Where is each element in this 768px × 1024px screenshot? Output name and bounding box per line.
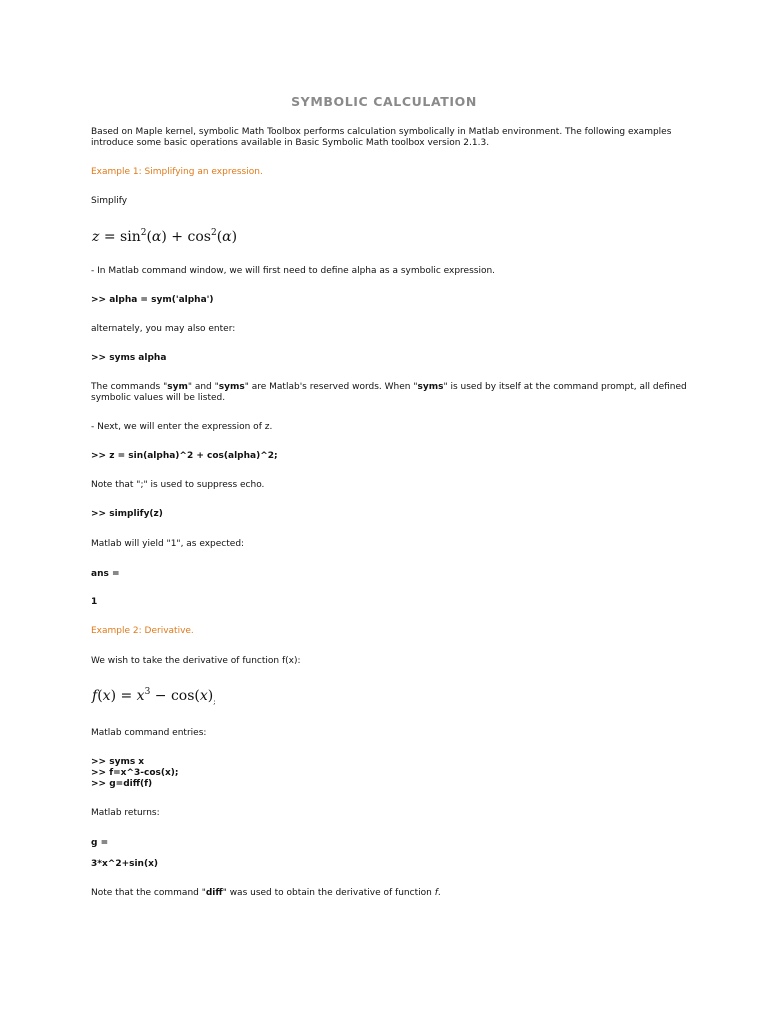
yield-text: Matlab will yield "1", as expected:	[91, 539, 245, 549]
g-label: g =	[91, 838, 109, 848]
diff-note	[91, 888, 441, 899]
command-syms-x: >> syms x	[91, 757, 145, 767]
keyword-diff: diff	[205, 888, 223, 898]
command-simplify: >> simplify(z)	[91, 509, 163, 519]
command-define-f: >> f=x^3-cos(x);	[91, 768, 179, 778]
note-text-a: The commands "	[91, 382, 168, 392]
alternate-text: alternately, you may also enter:	[91, 324, 236, 334]
function-f: f	[434, 888, 438, 898]
reserved-words-note-line-2: symbolic values will be listed.	[91, 393, 226, 403]
note-text-c: " are Matlab's reserved words. When "	[244, 382, 418, 392]
intro-line-1: Based on Maple kernel, symbolic Math Toolbox performs calculation symbolically in Matlab environment. The following examples	[91, 127, 672, 137]
eq-x-3: x	[199, 688, 208, 704]
g-value: 3*x^2+sin(x)	[91, 859, 158, 869]
example-1-heading: Example 1: Simplifying an expression.	[91, 167, 263, 177]
command-syms-alpha: >> syms alpha	[91, 353, 167, 363]
derivative-intro: We wish to take the derivative of function f(x):	[91, 656, 301, 666]
eq-x-1: x	[102, 688, 111, 704]
eq-alpha-1: α	[151, 229, 162, 245]
eq-minus: −	[150, 688, 171, 704]
returns-label: Matlab returns:	[91, 808, 160, 818]
eq-equals: =	[99, 229, 121, 245]
eq-equals-2: =	[116, 688, 137, 704]
equation-z: $z = \sin^2(\alpha) + \cos^2(\alpha)$	[92, 228, 238, 245]
command-z-expression: >> z = sin(alpha)^2 + cos(alpha)^2;	[91, 451, 278, 461]
eq-z: z	[92, 229, 100, 245]
keyword-syms-2: syms	[417, 382, 444, 392]
step-1-text: - In Matlab command window, we will first need to define alpha as a symbolic expression.	[91, 266, 496, 276]
eq-x-exp: 3	[144, 687, 151, 697]
reserved-words-note-line-1	[91, 382, 687, 393]
eq-cos: cos	[187, 229, 211, 245]
keyword-sym: sym	[167, 382, 188, 392]
intro-line-2: introduce some basic operations available in Basic Symbolic Math toolbox version 2.1.3.	[91, 138, 490, 148]
command-diff: >> g=diff(f)	[91, 779, 153, 789]
diff-note-a: Note that the command "	[91, 888, 206, 898]
eq-cos-exp: 2	[210, 228, 217, 238]
example-2-heading: Example 2: Derivative.	[91, 626, 194, 636]
eq-alpha-2: α	[222, 229, 232, 245]
suppress-echo-note: Note that ";" is used to suppress echo.	[91, 480, 265, 490]
entries-label: Matlab command entries:	[91, 728, 207, 738]
eq-sin-exp: 2	[140, 228, 147, 238]
equation-f: $f(x) = x^3 - \cos(x)_;$	[92, 687, 216, 706]
diff-note-b: " was used to obtain the derivative of function	[222, 888, 435, 898]
eq-plus: +	[166, 229, 188, 245]
eq-x-2: x	[136, 688, 145, 704]
ans-value: 1	[91, 597, 98, 607]
keyword-syms: syms	[218, 382, 245, 392]
simplify-label: Simplify	[91, 196, 128, 206]
diff-note-c: .	[437, 888, 441, 898]
eq-sin: sin	[120, 229, 141, 245]
eq-f: f	[92, 688, 98, 704]
eq-semicolon: ;	[213, 698, 216, 706]
command-alpha-sym: >> alpha = sym('alpha')	[91, 295, 214, 305]
step-2-text: - Next, we will enter the expression of z.	[91, 422, 273, 432]
note-text-d: " is used by itself at the command prompt, all defined	[443, 382, 687, 392]
note-text-b: " and "	[187, 382, 219, 392]
page-title: SYMBOLIC CALCULATION	[291, 94, 477, 109]
ans-label: ans =	[91, 569, 120, 579]
eq-cos-2: cos	[170, 688, 195, 704]
